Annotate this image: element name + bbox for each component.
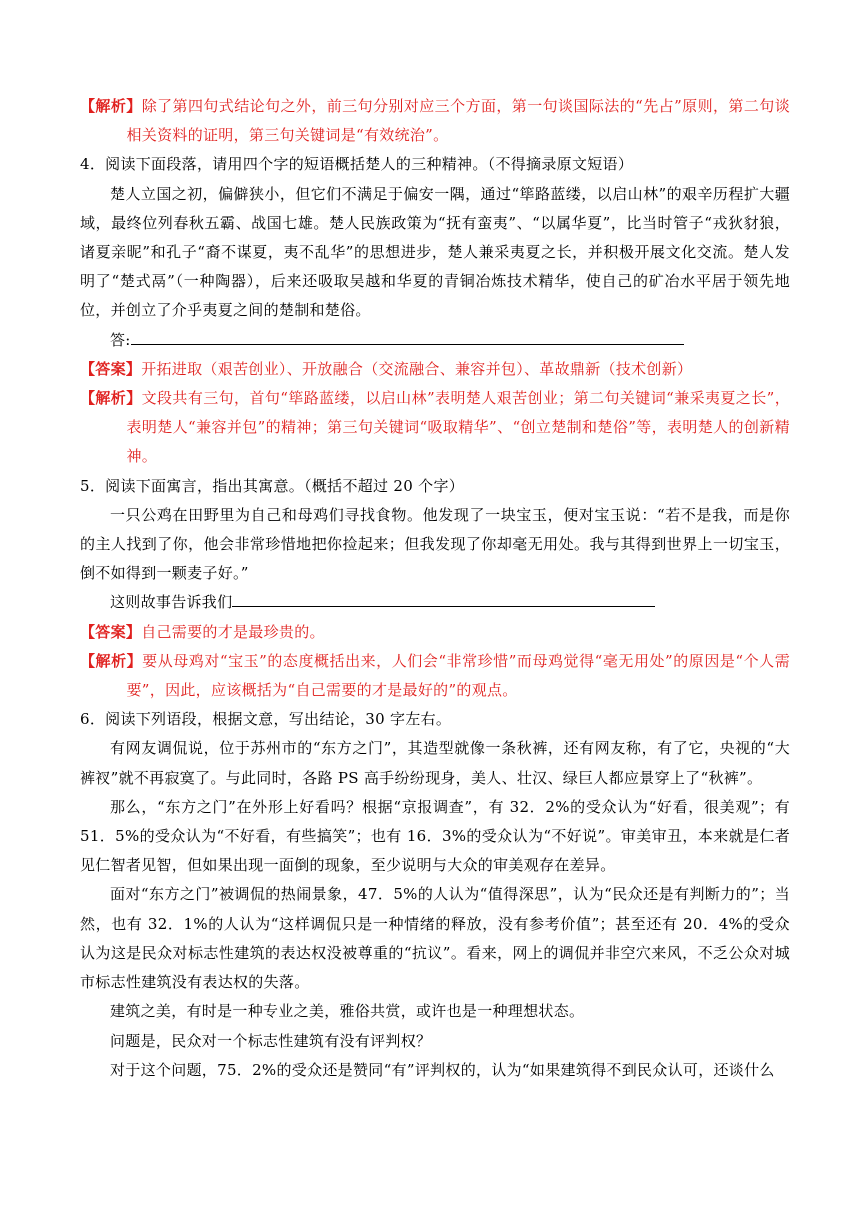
answer-text: 自己需要的才是最珍贵的。 [141, 622, 325, 641]
analysis-text: 要从母鸡对“宝玉”的态度概括出来，人们会“非常珍惜”而母鸡觉得“毫无用处”的原因是“个人需要”，因此，应该概括为“自己需要的才是最好的”的观点。 [126, 651, 790, 700]
answer-blank[interactable] [131, 330, 684, 345]
document-page [80, 92, 790, 1085]
answer-blank[interactable] [232, 592, 655, 607]
question-5-passage: 一只公鸡在田野里为自己和母鸡们寻找食物。他发现了一块宝玉，便对宝玉说：“若不是我，而是你的主人找到了你，他会非常珍惜地把你捡起来；但我发现了你却毫无用处。我与其得到世界上一切宝玉，倒不如得到一颗麦子好。” [80, 505, 790, 583]
question-6-paragraph: 那么，“东方之门”在外形上好看吗？根据“京报调查”，有 32．2%的受众认为“好看，很美观”；有 51．5%的受众认为“不好看，有些搞笑”；也有 16．3%的受众认为“不好说”。审美审丑，本来就是仁者见仁智者见智，但如果出现一面倒的现象，至少说明与大众的审美观存在差异。 [80, 797, 790, 875]
question-5-prompt: 5．阅读下面寓言，指出其寓意。（概括不超过 20 个字） [80, 476, 465, 495]
question-4-answer-line: 答: [80, 326, 790, 355]
analysis-block: 【解析】文段共有三句，首句“筚路蓝缕，以启山林”表明楚人艰苦创业；第二句关键词“兼采夷夏之长”，表明楚人“兼容并包”的精神；第三句关键词“吸取精华”、“创立楚制和楚俗”等，表明楚人的创新精神。 [80, 389, 790, 466]
answer-block: 【答案】自己需要的才是最珍贵的。 [80, 622, 325, 641]
question-6-paragraph: 有网友调侃说，位于苏州市的“东方之门”，其造型就像一条秋裤，还有网友称，有了它，央视的“大裤衩”就不再寂寞了。与此同时，各路 PS 高手纷纷现身，美人、壮汉、绿巨人都应景穿上了“秋裤”。 [80, 739, 790, 787]
answer-text: 开拓进取（艰苦创业）、开放融合（交流融合、兼容并包）、革故鼎新（技术创新） [141, 359, 693, 378]
question-5-answer-line: 这则故事告诉我们 [80, 588, 790, 617]
analysis-block: 【解析】要从母鸡对“宝玉”的态度概括出来，人们会“非常珍惜”而母鸡觉得“毫无用处”的原因是“个人需要”，因此，应该概括为“自己需要的才是最好的”的观点。 [80, 651, 790, 700]
question-4-prompt: 4．阅读下面段落，请用四个字的短语概括楚人的三种精神。（不得摘录原文短语） [80, 155, 634, 174]
question-4-passage: 楚人立国之初，偏僻狭小，但它们不满足于偏安一隅，通过“筚路蓝缕，以启山林”的艰辛历程扩大疆域，最终位列春秋五霸、战国七雄。楚人民族政策为“抚有蛮夷”、“以属华夏”，比当时管子“戎狄豺狼，诸夏亲昵”和孔子“裔不谋夏，夷不乱华”的思想进步，楚人兼采夷夏之长，并积极开展文化交流。楚人发明了“楚式鬲”（一种陶器），后来还吸取吴越和华夏的青铜冶炼技术精华，使自己的矿冶水平居于领先地位，并创立了介乎夷夏之间的楚制和楚俗。 [80, 184, 790, 320]
analysis-block [80, 92, 790, 150]
analysis-text: 除了第四句式结论句之外，前三句分别对应三个方面，第一句谈国际法的“先占”原则，第二句谈相关资料的证明，第三句关键词是“有效统治”。 [126, 97, 790, 145]
analysis-tag: 【解析】 [80, 97, 142, 115]
question-6-paragraph: 问题是，民众对一个标志性建筑有没有评判权？ [110, 1031, 432, 1050]
question-6-paragraph: 对于这个问题，75．2%的受众还是赞同“有”评判权的，认为“如果建筑得不到民众认可，还谈什么 [110, 1060, 775, 1079]
analysis-text: 文段共有三句，首句“筚路蓝缕，以启山林”表明楚人艰苦创业；第二句关键词“兼采夷夏之长”，表明楚人“兼容并包”的精神；第三句关键词“吸取精华”、“创立楚制和楚俗”等，表明楚人的创新精神。 [126, 389, 790, 466]
question-6-paragraph: 面对“东方之门”被调侃的热闹景象，47．5%的人认为“值得深思”，认为“民众还是有判断力的”；当然，也有 32．1%的人认为“这样调侃只是一种情绪的释放，没有参考价值”；甚至还有 20．4%的受众认为这是民众对标志性建筑的表达权没被尊重的“抗议”。看来，网上的调侃并非空穴来风，不乏公众对城市标志性建筑没有表达权的失落。 [80, 885, 790, 992]
question-6-prompt: 6．阅读下列语段，根据文意，写出结论，30 字左右。 [80, 710, 452, 729]
question-6-paragraph: 建筑之美，有时是一种专业之美，雅俗共赏，或许也是一种理想状态。 [110, 1002, 585, 1021]
answer-block: 【答案】开拓进取（艰苦创业）、开放融合（交流融合、兼容并包）、革故鼎新（技术创新） [80, 359, 693, 378]
